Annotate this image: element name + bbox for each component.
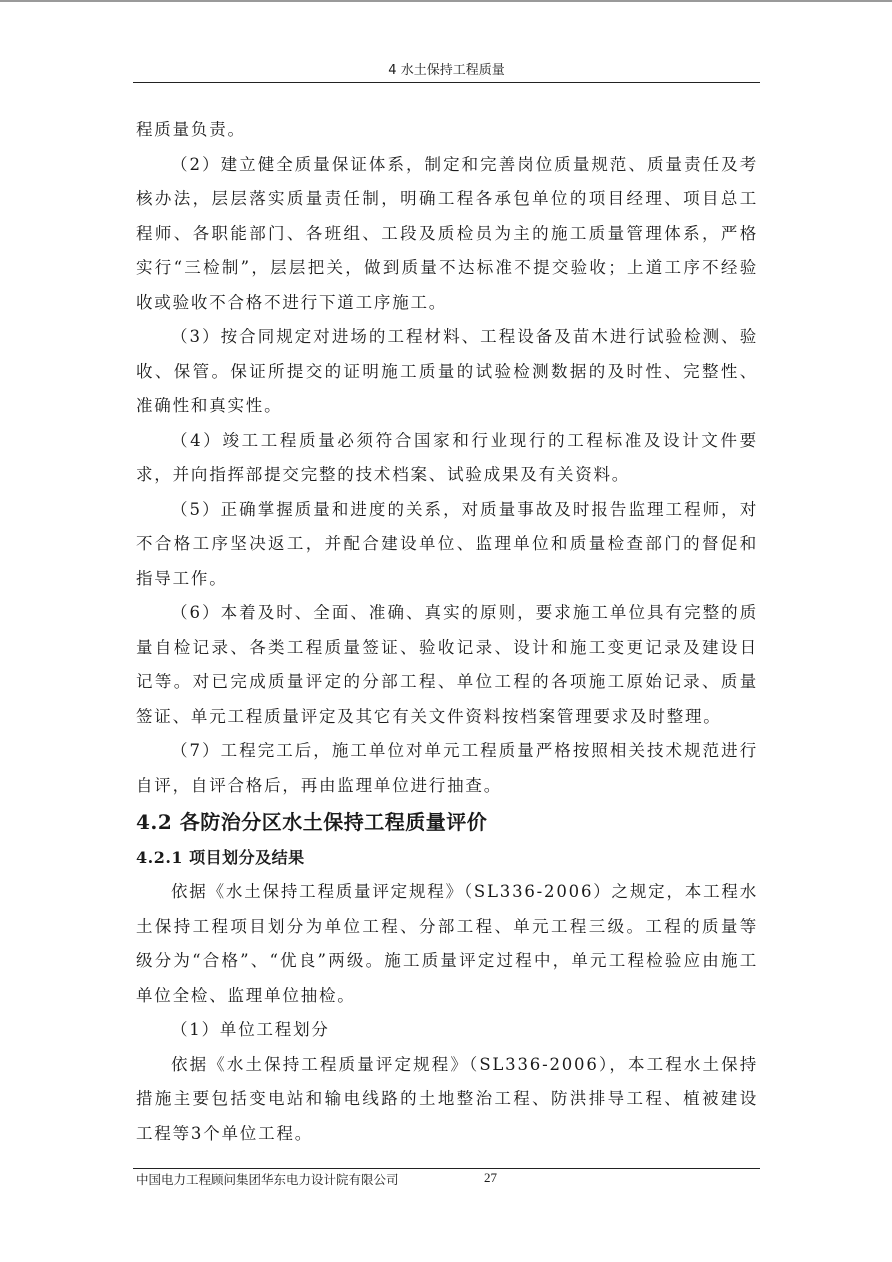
paragraph-unit-works: 依据《水土保持工程质量评定规程》（SL336-2006），本工程水土保持措施主要包括变电站和输电线路的土地整治工程、防洪排导工程、植被建设工程等3个单位工程。 <box>136 1054 758 1143</box>
header-divider <box>133 82 760 83</box>
subsection-heading: 4.2.1 项目划分及结果 <box>136 848 305 867</box>
paragraph-item-4: （4）竣工工程质量必须符合国家和行业现行的工程标准及设计文件要求，并向指挥部提交完整的技术档案、试验成果及有关资料。 <box>136 430 758 484</box>
section-heading: 4.2 各防治分区水土保持工程质量评价 <box>136 810 488 834</box>
running-header: 4 水土保持工程质量 <box>388 63 505 78</box>
page-number: 27 <box>484 1170 497 1185</box>
paragraph-item-3: （3）按合同规定对进场的工程材料、工程设备及苗木进行试验检测、验收、保管。保证所提交的证明施工质量的试验检测数据的及时性、完整性、准确性和真实性。 <box>136 327 758 415</box>
paragraph-item-2: （2）建立健全质量保证体系，制定和完善岗位质量规范、质量责任及考核办法，层层落实质量责任制，明确工程各承包单位的项目经理、项目总工程师、各职能部门、各班组、工段及质检员为主的施工质量管理体系，严格实行“三检制”，层层把关，做到质量不达标准不提交验收；上道工序不经验收或验收不合格不进行下道工序施工。 <box>136 154 758 312</box>
page-body <box>136 113 758 1151</box>
paragraph-item-5: （5）正确掌握质量和进度的关系，对质量事故及时报告监理工程师，对不合格工序坚决返工，并配合建设单位、监理单位和质量检查部门的督促和指导工作。 <box>136 499 758 588</box>
paragraph-division-intro: 依据《水土保持工程质量评定规程》（SL336-2006）之规定，本工程水土保持工程项目划分为单位工程、分部工程、单元工程三级。工程的质量等级分为“合格”、“优良”两级。施工质量评定过程中，单元工程检验应由施工单位全检、监理单位抽检。 <box>136 882 758 1005</box>
paragraph-item-6: （6）本着及时、全面、准确、真实的原则，要求施工单位具有完整的质量自检记录、各类工程质量签证、验收记录、设计和施工变更记录及建设日记等。对已完成质量评定的分部工程、单位工程的各项施工原始记录、质量签证、单元工程质量评定及其它有关文件资料按档案管理要求及时整理。 <box>136 603 758 726</box>
paragraph-continuation: 程质量负责。 <box>136 120 246 139</box>
footer-divider <box>133 1168 760 1169</box>
paragraph-item-7: （7）工程完工后，施工单位对单元工程质量严格按照相关技术规范进行自评，自评合格后，再由监理单位进行抽查。 <box>136 741 758 795</box>
paragraph-subheading-unit: （1）单位工程划分 <box>171 1020 330 1039</box>
footer-organization: 中国电力工程顾问集团华东电力设计院有限公司 <box>136 1172 399 1187</box>
top-border <box>0 0 892 2</box>
